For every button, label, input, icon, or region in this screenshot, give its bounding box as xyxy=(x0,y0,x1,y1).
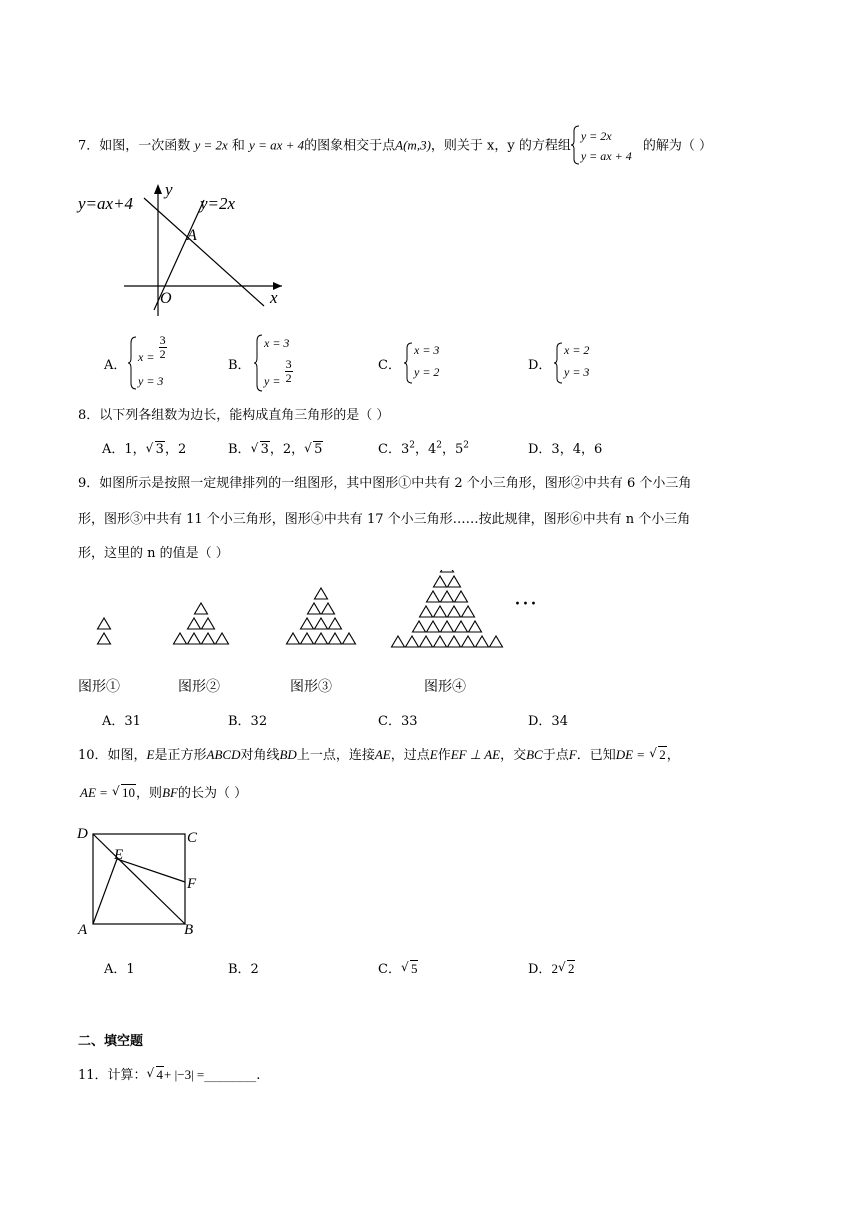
small-triangle xyxy=(315,618,328,629)
q9-option-b: B．32 xyxy=(228,714,268,729)
small-triangle xyxy=(406,636,419,647)
q9-option-d: D．34 xyxy=(528,714,568,729)
small-triangle xyxy=(322,603,335,614)
vertex-c: C xyxy=(187,830,198,846)
q9-line2: 形，图形③中共有 11 个小三角形，图形④中共有 17 个小三角形……按此规律，图形⑥中共有 n 个小三角 xyxy=(78,512,691,527)
small-triangle xyxy=(448,636,461,647)
label-line-2x: y=2x xyxy=(200,194,236,213)
small-triangle xyxy=(216,633,229,644)
q9-fig-label-3: 图形③ xyxy=(290,679,332,695)
small-triangle xyxy=(448,606,461,617)
small-triangle xyxy=(462,606,475,617)
q9-option-c: C．33 xyxy=(378,714,418,729)
small-triangle xyxy=(329,633,342,644)
vertex-d: D xyxy=(77,826,88,842)
small-triangle xyxy=(98,618,111,629)
q10-option-a: A．1 xyxy=(104,962,135,977)
small-triangle xyxy=(287,633,300,644)
small-triangle xyxy=(315,633,328,644)
section-title: 二、填空题 xyxy=(78,1034,144,1049)
figure-3-triangles xyxy=(287,588,356,644)
point-e: E xyxy=(114,847,124,863)
label-origin: O xyxy=(160,290,172,307)
small-triangle xyxy=(434,636,447,647)
vertex-b: B xyxy=(184,922,194,938)
small-triangle xyxy=(202,633,215,644)
small-triangle xyxy=(434,576,447,587)
small-triangle xyxy=(441,621,454,632)
small-triangle xyxy=(441,570,454,572)
label-line-ax4: y=ax+4 xyxy=(78,194,134,213)
small-triangle xyxy=(469,621,482,632)
q7-graph xyxy=(76,180,286,320)
q9-fig-label-4: 图形④ xyxy=(424,679,466,695)
q9-fig-label-1: 图形① xyxy=(78,679,120,695)
q8-option-d: D．3，4，6 xyxy=(528,442,603,457)
figure-1-triangles xyxy=(98,618,111,644)
answer-blank[interactable]: ________ xyxy=(204,1068,257,1083)
q7-stem: 7．如图，一次函数 y = 2x 和 y = ax + 4的图象相交于点A(m,3)，则关于 x，y 的方程组 y = 2x y = ax + 4 的解为（ ） xyxy=(78,126,712,166)
q10-option-c: C．√ 5 xyxy=(378,958,418,977)
q8-option-c: C．$3^2$，$4^2$，$5^2$ xyxy=(378,440,469,457)
small-triangle xyxy=(441,591,454,602)
small-triangle xyxy=(195,603,208,614)
small-triangle xyxy=(462,636,475,647)
q10-option-d: D．2√ 2 xyxy=(528,958,575,977)
vertex-a: A xyxy=(78,922,88,938)
q9-line1: 9．如图所示是按照一定规律排列的一组图形，其中图形①中共有 2 个小三角形，图形②中共有 6 个小三角 xyxy=(78,476,692,491)
small-triangle xyxy=(434,606,447,617)
small-triangle xyxy=(413,621,426,632)
q9-line3: 形，这里的 n 的值是（ ） xyxy=(78,546,229,561)
small-triangle xyxy=(343,633,356,644)
q8-option-b: B．√ 3，2，√ 5 xyxy=(228,438,323,457)
q10-line2: AE = √ 10，则BF的长为（ ） xyxy=(80,782,247,801)
small-triangle xyxy=(98,633,111,644)
small-triangle xyxy=(174,633,187,644)
q9-option-a: A．31 xyxy=(102,714,141,729)
point-f: F xyxy=(187,876,197,892)
equation-system: y = 2x y = ax + 4 xyxy=(571,125,643,165)
label-x-axis: x xyxy=(270,288,278,307)
small-triangle xyxy=(448,576,461,587)
small-triangle xyxy=(455,621,468,632)
label-y-axis: y xyxy=(165,180,173,199)
q9-fig-label-2: 图形② xyxy=(178,679,220,695)
small-triangle xyxy=(420,636,433,647)
figure-2-triangles xyxy=(174,603,229,644)
q10-option-b: B．2 xyxy=(228,962,259,977)
q8-option-a: A．1，√ 3，2 xyxy=(102,438,186,457)
q9-triangle-figures xyxy=(90,570,550,654)
small-triangle xyxy=(188,633,201,644)
q11-stem: 11．计算：√ 4+ |−3| =________. xyxy=(78,1064,260,1083)
small-triangle xyxy=(301,618,314,629)
small-triangle xyxy=(301,633,314,644)
small-triangle xyxy=(490,636,503,647)
small-triangle xyxy=(427,591,440,602)
q8-stem: 8．以下列各组数为边长，能构成直角三角形的是（ ） xyxy=(78,408,390,423)
small-triangle xyxy=(427,621,440,632)
small-triangle xyxy=(315,588,328,599)
small-triangle xyxy=(392,636,405,647)
small-triangle xyxy=(202,618,215,629)
small-triangle xyxy=(420,606,433,617)
small-triangle xyxy=(188,618,201,629)
small-triangle xyxy=(455,591,468,602)
label-point-a: A xyxy=(187,227,197,244)
q10-line1: 10．如图，E是正方形ABCD对角线BD上一点，连接AE，过点E作EF ⊥ AE，交BC于点F．已知DE = √ 2， xyxy=(78,744,680,763)
figure-4-triangles xyxy=(392,570,503,647)
q10-square-figure xyxy=(74,822,208,938)
small-triangle xyxy=(329,618,342,629)
small-triangle xyxy=(308,603,321,614)
small-triangle xyxy=(476,636,489,647)
q9-ellipsis: ··· xyxy=(514,592,538,617)
